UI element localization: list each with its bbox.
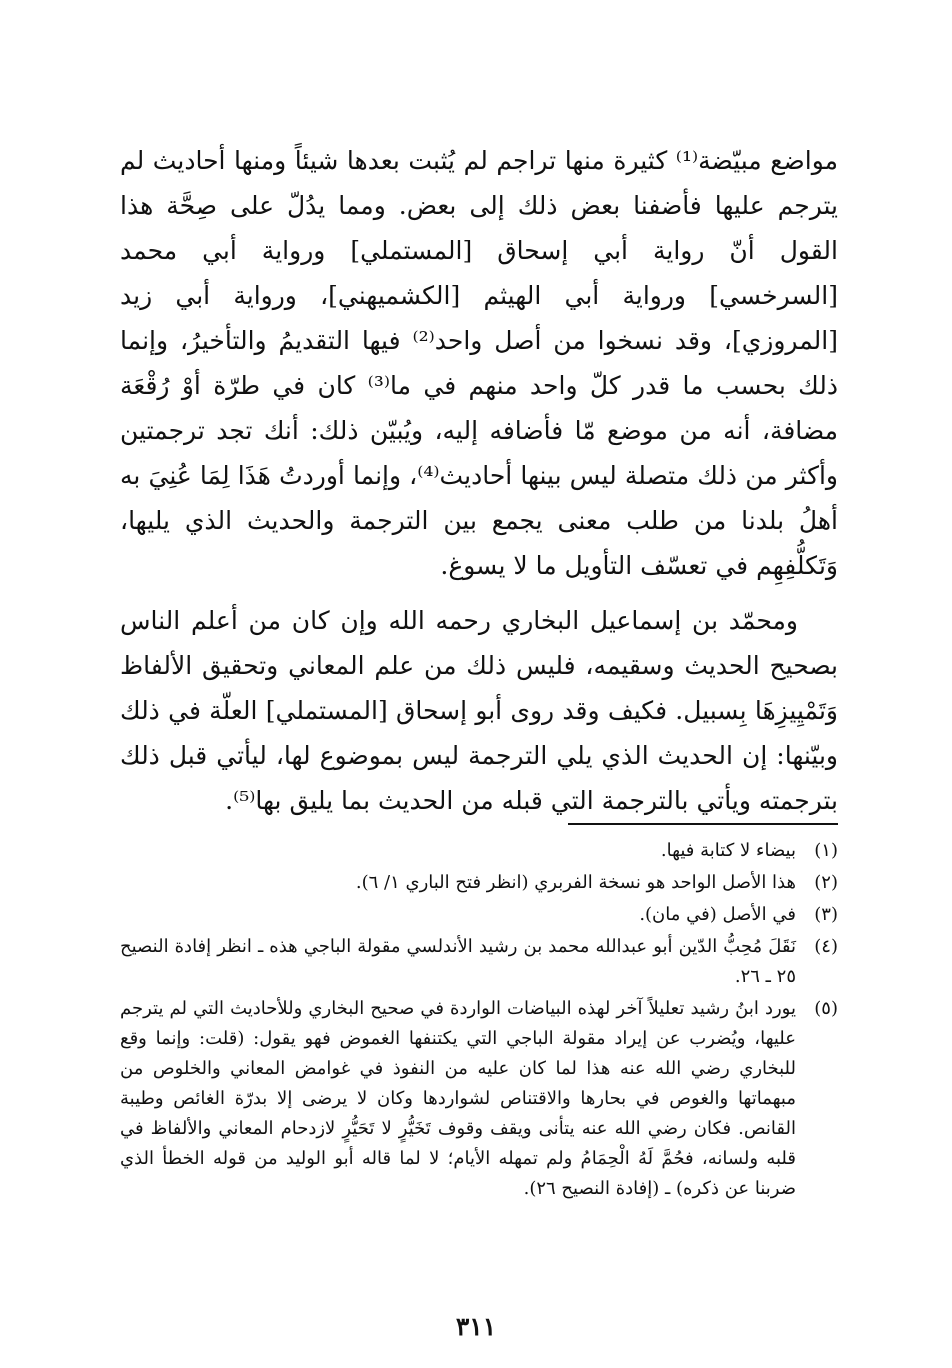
footnotes	[120, 836, 838, 1206]
footnote-4	[120, 932, 838, 992]
footnote-text: نَقَلَ مُحِبُّ الدّين أبو عبدالله محمد بن رشيد الأندلسي مقولة الباجي هذه ـ انظر إفادة النصيح ٢٥ ـ ٢٦.	[120, 936, 796, 987]
footnote-text: هذا الأصل الواحد هو نسخة الفربري (انظر فتح الباري ١/ ٦).	[355, 872, 796, 893]
footnote-3	[120, 900, 838, 930]
footnote-separator	[568, 823, 838, 825]
footnote-text: بيضاء لا كتابة فيها.	[660, 840, 796, 861]
footnote-number: (٢)	[814, 872, 838, 893]
main-paragraph-1: مواضع مبيّضة⁽¹⁾ كثيرة منها تراجم لم يُثبت بعدها شيئاً ومنها أحاديث لم يترجم عليها فأضفنا بعض ذلك إلى بعض. ومما يدُلّ على صِحَّة هذا القول أنّ رواية أبي إسحاق [المستملي] ورواية أبي محمد [السرخسي] ورواية أبي الهيثم [الكشميهني]، ورواية أبي زيد [المروزي]، وقد نسخوا من أصل واحد⁽²⁾ فيها التقديمُ والتأخيرُ، وإنما ذلك بحسب ما قدر كلّ واحد منهم في ما⁽³⁾ كان في طرّة أوْ رُقْعَة مضافة، أنه من موضع مّا فأضافه إليه، ويُبيّن ذلك: أنك تجد ترجمتين وأكثر من ذلك متصلة ليس بينها أحاديث⁽⁴⁾، وإنما أوردتُ هَذَا لِمَا عُنِيَ به أهلُ بلدنا من طلب معنى يجمع بين الترجمة والحديث الذي يليها، وَتَكلُّفِهِم في تعسّف التأويل ما لا يسوغ.	[120, 146, 839, 580]
footnote-text: في الأصل (في مان).	[639, 904, 796, 925]
main-paragraph-2: ومحمّد بن إسماعيل البخاري رحمه الله وإن كان من أعلم الناس بصحيح الحديث وسقيمه، فليس ذلك من علم المعاني وتحقيق الألفاظ وَتَمْيِيزِهَا بِسبيل. فكيف وقد روى أبو إسحاق [المستملي] العلّة في ذلك وبيّنها: إن الحديث الذي يلي الترجمة ليس بموضوع لها، ليأتي قبل ذلك بترجمته ويأتي بالترجمة التي قبله من الحديث بما يليق بها⁽⁵⁾.	[120, 606, 838, 815]
footnote-2	[120, 868, 838, 898]
footnote-number: (٣)	[814, 904, 838, 925]
main-text-block	[120, 138, 838, 823]
footnote-1	[120, 836, 838, 866]
footnote-number: (٥)	[814, 998, 838, 1019]
footnote-text: يورد ابنُ رشيد تعليلاً آخر لهذه البياضات الواردة في صحيح البخاري وللأحاديث التي لم يترجم عليها، ويُضرب عن إيراد مقولة الباجي التي يكتنفها الغموض فهو يقول: (قلت: وإنما وقع للبخاري رضي الله عنه هذا لما كان عليه من النفوذ في غوامض المعاني والخلوص من مبهماتها والغوص في بحارها والاقتناص لشواردها وكان لا يرضى إلا بدرّة الغائص وطيبة القانص. فكان رضي الله عنه يتأنى ويقف وقوف تَخَيُّرٍ لا تَحَيُّرٍ لازدحام المعاني والألفاظ في قلبه ولسانه، فحُمَّ لَهُ الْحِمَامُ ولم تمهله الأيام؛ لا لما قاله أبو الوليد من قوله الخطأ الذي ضربنا عن ذكره) ـ (إفادة النصيح ٢٦).	[120, 998, 796, 1199]
page-number: ٣١١	[455, 1312, 497, 1341]
footnote-number: (١)	[814, 840, 838, 861]
footnote-number: (٤)	[814, 936, 838, 957]
footnote-5	[120, 994, 838, 1204]
